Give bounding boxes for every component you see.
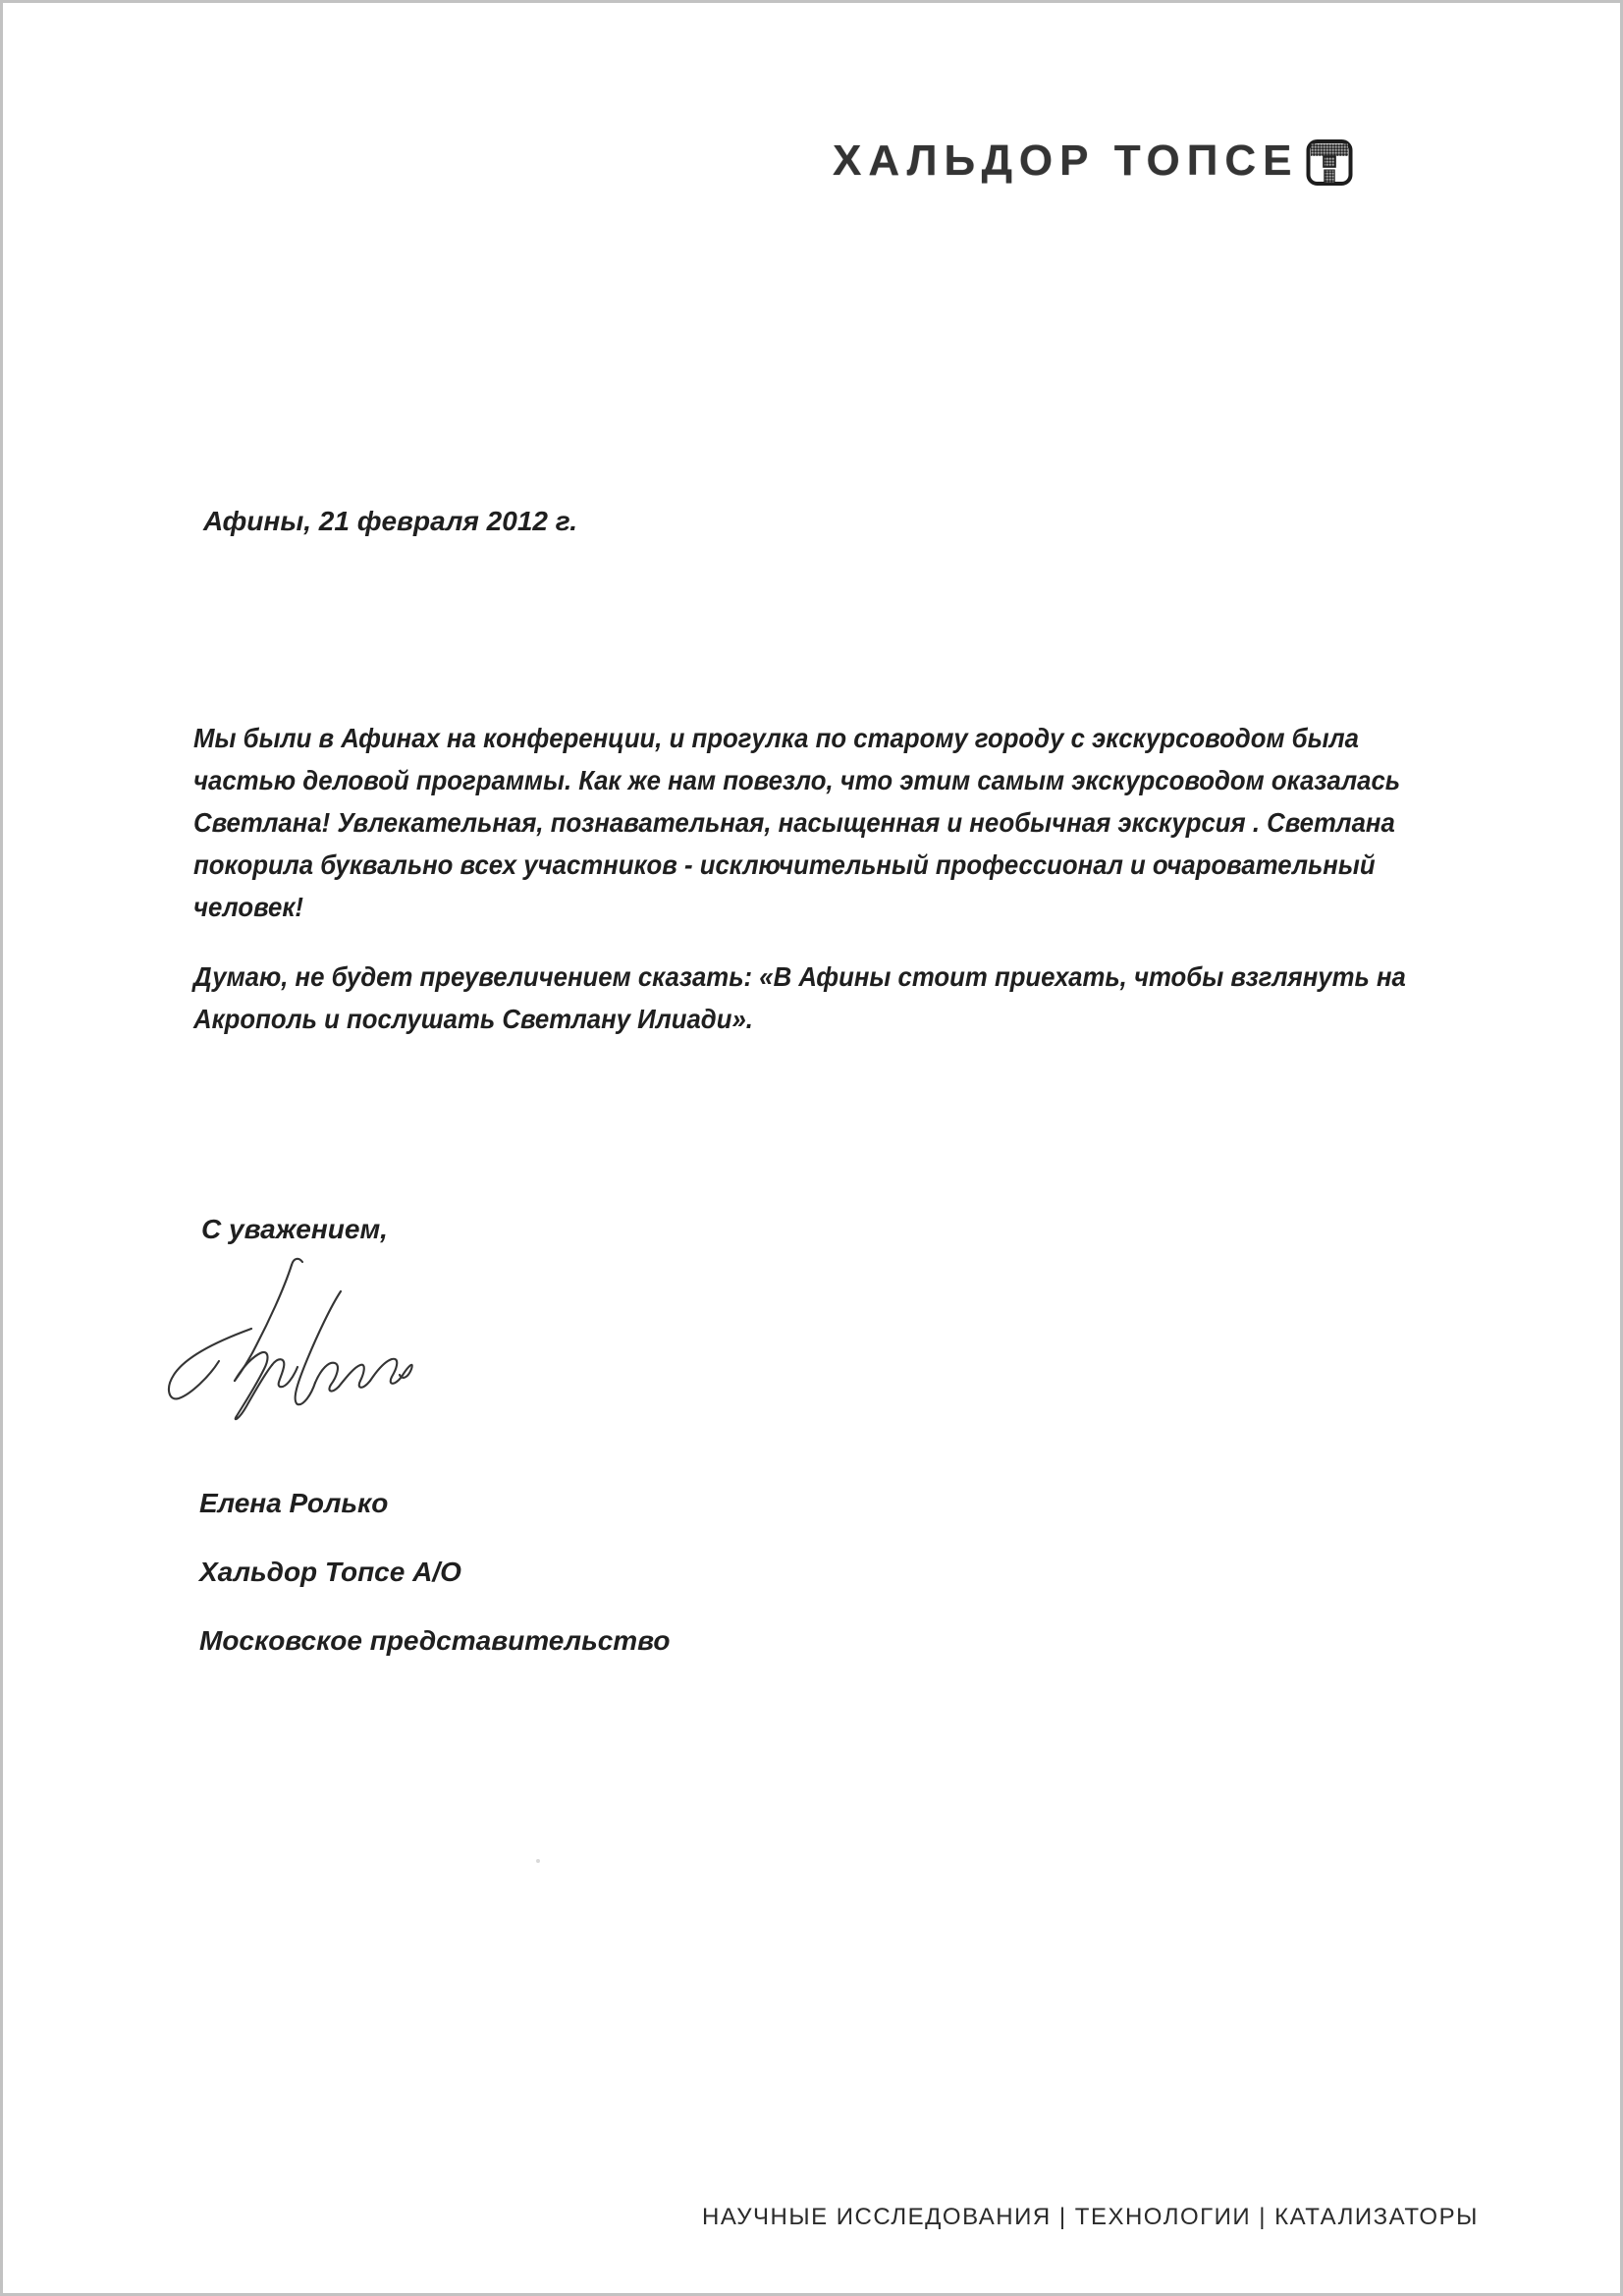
signer-company: Хальдор Топсе А/О <box>199 1557 461 1587</box>
signer-name: Елена Ролько <box>199 1488 389 1518</box>
scan-artifact-speck <box>536 1859 540 1863</box>
paragraph2-line1: Думаю, не будет преувеличением сказать: «В Афины стоит приехать, чтобы взглянуть на <box>193 961 1406 992</box>
paragraph1-line5: человек! <box>193 892 303 922</box>
paragraph2-line2: Акрополь и послушать Светлану Илиади». <box>193 1004 753 1034</box>
company-logo-text: ХАЛЬДОР ТОПСЕ <box>833 137 1299 185</box>
paragraph1-line4: покорила буквально всех участников - исключительный профессионал и очаровательный <box>193 849 1376 880</box>
footer-tagline: НАУЧНЫЕ ИССЛЕДОВАНИЯ | ТЕХНОЛОГИИ | КАТАЛИЗАТОРЫ <box>702 2204 1479 2230</box>
letter-dateline: Афины, 21 февраля 2012 г. <box>203 506 578 536</box>
paragraph1-line2: частью деловой программы. Как же нам повезло, что этим самым экскурсоводом оказалась <box>193 765 1401 795</box>
paragraph1-line1: Мы были в Афинах на конференции, и прогулка по старому городу с экскурсоводом была <box>193 723 1359 753</box>
letter-closing: С уважением, <box>201 1214 388 1244</box>
handwritten-signature <box>158 1250 425 1429</box>
signer-office: Московское представительство <box>199 1625 671 1656</box>
paragraph1-line3: Светлана! Увлекательная, познавательная, насыщенная и необычная экскурсия . Светлана <box>193 807 1395 838</box>
topsoe-h-icon <box>1306 137 1353 187</box>
